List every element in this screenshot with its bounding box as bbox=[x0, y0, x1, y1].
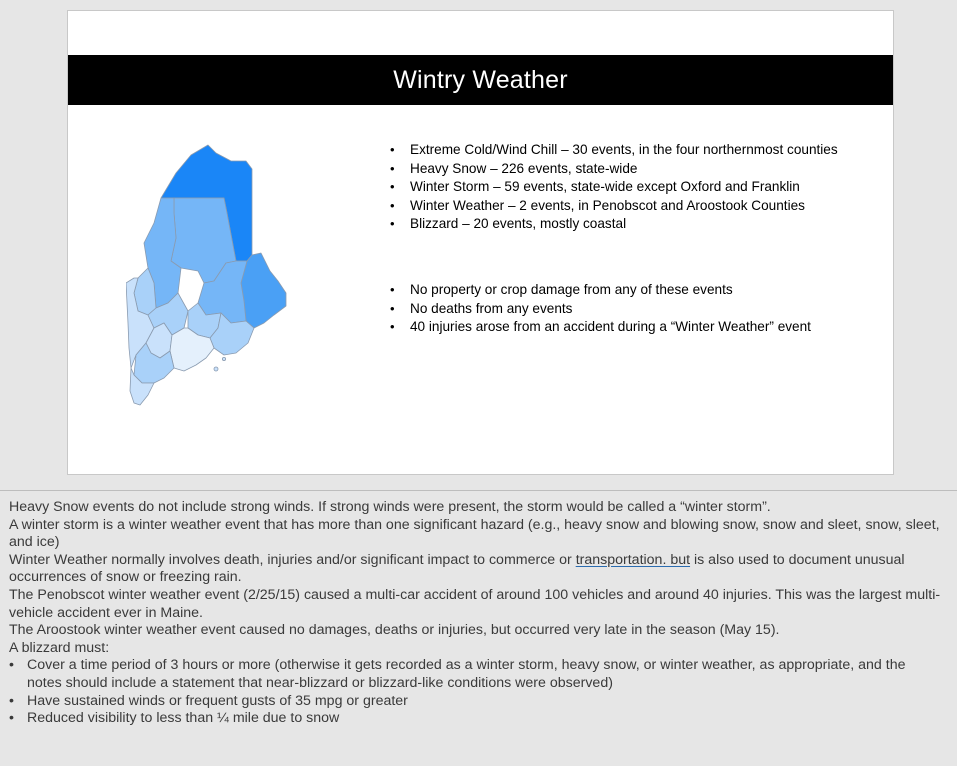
county-washington bbox=[241, 253, 286, 328]
bullet-item: • Blizzard – 20 events, mostly coastal bbox=[390, 215, 860, 234]
bullet-item: • Winter Weather – 2 events, in Penobscot and Aroostook Counties bbox=[390, 197, 860, 216]
notes-line: The Aroostook winter weather event caused no damages, deaths or injuries, but occurred very late in the season (May 15). bbox=[9, 622, 780, 639]
notes-bullet-item: • Have sustained winds or frequent gusts of 35 mpg or greater bbox=[9, 693, 944, 711]
notes-line bbox=[9, 552, 944, 587]
bullet-item: • No deaths from any events bbox=[390, 300, 860, 319]
bullet-item: • Extreme Cold/Wind Chill – 30 events, in the four northernmost counties bbox=[390, 141, 860, 160]
island-mark bbox=[222, 357, 225, 360]
notes-splitter[interactable] bbox=[0, 490, 957, 491]
bullet-list-primary[interactable] bbox=[390, 141, 860, 234]
notes-text: is also used to document unusual occurrences of snow or freezing rain. bbox=[9, 551, 905, 586]
bullet-item: • Winter Storm – 59 events, state-wide except Oxford and Franklin bbox=[390, 178, 860, 197]
bullet-item: • No property or crop damage from any of these events bbox=[390, 281, 860, 300]
speaker-notes-pane[interactable] bbox=[9, 499, 944, 728]
spelling-flagged-text[interactable]: transportation. but bbox=[575, 551, 691, 568]
notes-line: A winter storm is a winter weather event that has more than one significant hazard (e.g., heavy snow and blowing snow, snow and sleet, snow, sleet, and ice) bbox=[9, 516, 940, 551]
notes-line: Heavy Snow events do not include strong winds. If strong winds were present, the storm would be called a “winter storm”. bbox=[9, 499, 771, 515]
notes-bullet-item: • Cover a time period of 3 hours or more (otherwise it gets recorded as a winter storm, heavy snow, or winter weather, as appropriate, and the notes should include a statement that near-blizzard or blizzard-like conditions were observed) bbox=[9, 657, 944, 692]
bullet-item: • Heavy Snow – 226 events, state-wide bbox=[390, 160, 860, 179]
notes-line: A blizzard must: bbox=[9, 639, 110, 656]
blizzard-criteria-list bbox=[9, 657, 944, 727]
notes-text: Winter Weather normally involves death, injuries and/or significant impact to commerce or bbox=[9, 551, 576, 568]
slide[interactable] bbox=[67, 10, 894, 475]
maine-county-map bbox=[126, 143, 306, 408]
bullet-item: • 40 injuries arose from an accident during a “Winter Weather” event bbox=[390, 318, 860, 337]
bullet-list-secondary[interactable] bbox=[390, 281, 860, 337]
notes-line: The Penobscot winter weather event (2/25/15) caused a multi-car accident of around 100 vehicles and around 40 injuries. This was the largest multi-vehicle accident ever in Maine. bbox=[9, 586, 941, 621]
notes-bullet-item: • Reduced visibility to less than ¼ mile due to snow bbox=[9, 710, 944, 728]
slide-title[interactable]: Wintry Weather bbox=[68, 55, 893, 105]
island-mark bbox=[214, 367, 218, 371]
